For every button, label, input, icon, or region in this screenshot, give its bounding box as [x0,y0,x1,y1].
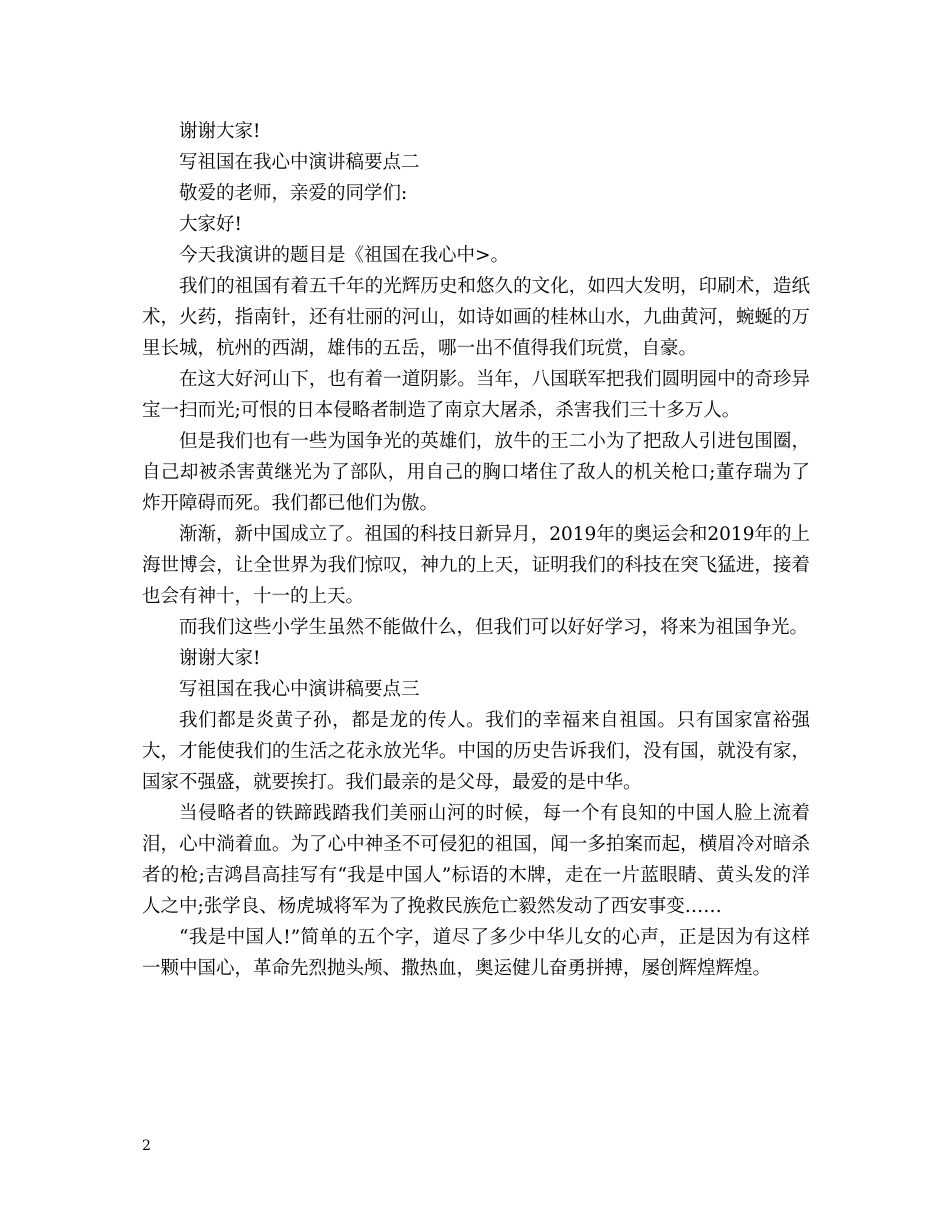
paragraph-invaders: 当侵略者的铁蹄践踏我们美丽山河的时候，每一个有良知的中国人脸上流着泪，心中淌着血。为了心中神圣不可侵犯的祖国，闻一多拍案而起，横眉冷对暗杀者的枪;吉鸿昌高挂写有“我是中国人”标语的木牌，走在一片蓝眼睛、黄头发的洋人之中;张学良、杨虎城将军为了挽救民族危亡毅然发动了西安事变…… [142,803,810,917]
paragraph-topic: 今天我演讲的题目是《祖国在我心中>。 [179,245,510,266]
paragraph-thanks-2: 谢谢大家! [179,648,261,669]
paragraph-new-china: 渐渐，新中国成立了。祖国的科技日新异月，2019年的奥运会和2019年的上海世博会，让全世界为我们惊叹，神九的上天，证明我们的科技在突飞猛进，接着也会有神十，十一的上天。 [142,524,810,607]
paragraph-thanks-1: 谢谢大家! [179,121,261,142]
paragraph-chinese-heart: “我是中国人!”简单的五个字，道尽了多少中华儿女的心声，正是因为有这样一颗中国心，革命先烈抛头颅、撒热血，奥运健儿奋勇拼搏，屡创辉煌辉煌。 [142,927,810,979]
paragraph-heroes: 但是我们也有一些为国争光的英雄们，放牛的王二小为了把敌人引进包围圈，自己却被杀害黄继光为了部队，用自己的胸口堵住了敌人的机关枪口;董存瑞为了炸开障碍而死。我们都已他们为傲。 [142,431,810,514]
page-number: 2 [142,1138,151,1154]
section-heading-3: 写祖国在我心中演讲稿要点三 [179,679,420,700]
paragraph-shadow: 在这大好河山下，也有着一道阴影。当年，八国联军把我们圆明园中的奇珍异宝一扫而光;可恨的日本侵略者制造了南京大屠杀，杀害我们三十多万人。 [142,369,810,421]
paragraph-descendants: 我们都是炎黄子孙，都是龙的传人。我们的幸福来自祖国。只有国家富裕强大，才能使我们的生活之花永放光华。中国的历史告诉我们，没有国，就没有家，国家不强盛，就要挨打。我们最亲的是父母，最爱的是中华。 [142,710,810,793]
document-body [142,116,810,984]
paragraph-students: 而我们这些小学生虽然不能做什么，但我们可以好好学习，将来为祖国争光。 [179,617,809,638]
paragraph-salutation: 敬爱的老师，亲爱的同学们: [179,183,408,204]
paragraph-greeting: 大家好! [179,214,242,235]
section-heading-2: 写祖国在我心中演讲稿要点二 [179,152,420,173]
paragraph-history: 我们的祖国有着五千年的光辉历史和悠久的文化，如四大发明，印刷术，造纸术，火药，指南针，还有壮丽的河山，如诗如画的桂林山水，九曲黄河，蜿蜒的万里长城，杭州的西湖，雄伟的五岳，哪一出不值得我们玩赏，自豪。 [142,276,810,359]
